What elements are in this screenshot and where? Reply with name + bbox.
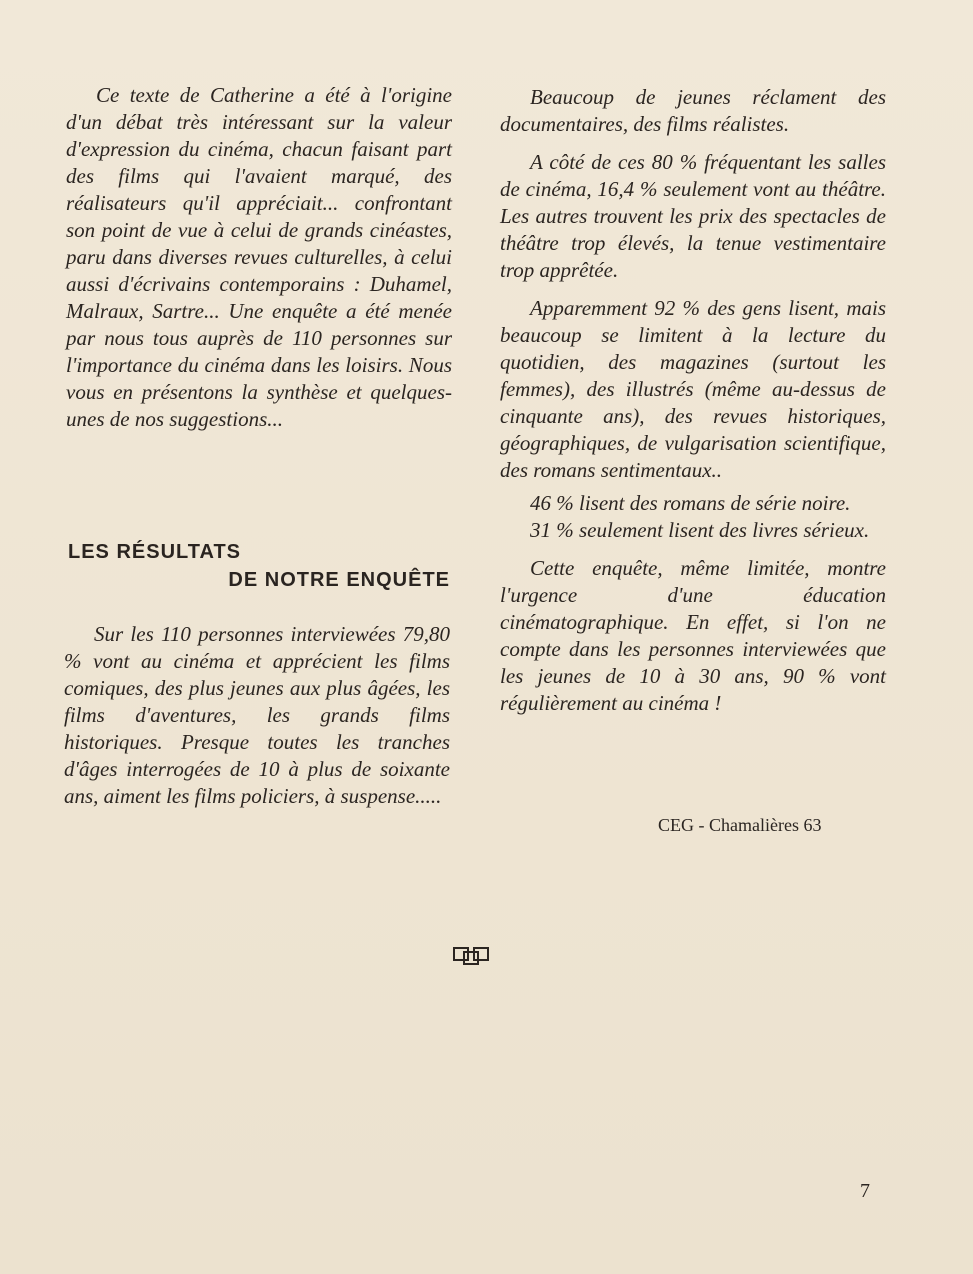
signature: CEG - Chamalières 63	[658, 815, 822, 835]
page-number: 7	[860, 1180, 870, 1202]
right-paragraph-6: Cette enquête, même limitée, montre l'urgence d'une éducation cinématographique. En effet, si l'on ne compte dans les personnes interviewées que les jeunes de 10 à 30 ans, 90 % vont régulièrement au cinéma !	[500, 556, 886, 715]
results-paragraph: Sur les 110 personnes interviewées 79,80 % vont au cinéma et apprécient les films comiques, des plus jeunes aux plus âgées, les films d'aventures, les grands films historiques. Presque toutes les tranches d'âges interrogées de 10 à plus de soixante ans, aiment les films policiers, à suspense.....	[64, 622, 450, 808]
results-column	[64, 621, 450, 810]
right-paragraph-5: 31 % seulement lisent des livres sérieux.	[530, 518, 870, 542]
section-heading-line-1: LES RÉSULTATS	[68, 541, 241, 563]
right-paragraph-2: A côté de ces 80 % fréquentant les salles de cinéma, 16,4 % seulement vont au théâtre. Les autres trouvent les prix des spectacles de théâtre trop élevés, la tenue vestimentaire trop apprêtée.	[500, 150, 886, 282]
right-paragraph-3: Apparemment 92 % des gens lisent, mais beaucoup se limitent à la lecture du quotidien, des magazines (surtout les femmes), des illustrés (même au-dessus de cinquante ans), des revues historiques, géographiques, de vulgarisation scientifique, des romans sentimentaux..	[500, 296, 886, 482]
intro-paragraph: Ce texte de Catherine a été à l'origine d'un débat très intéressant sur la valeur d'expression du cinéma, chacun faisant part des films qui l'avaient marqué, des réalisateurs qu'il appréciait... confrontant son point de vue à celui de grands cinéastes, paru dans diverses revues culturelles, à celui aussi d'écrivains contemporains : Duhamel, Malraux, Sartre... Une enquête a été menée par nous tous auprès de 110 personnes sur l'importance du cinéma dans les loisirs. Nous vous en présentons la synthèse et quelques-unes de nos suggestions...	[66, 83, 452, 431]
right-paragraph-1: Beaucoup de jeunes réclament des documentaires, des films réalistes.	[500, 85, 886, 136]
section-heading	[68, 538, 450, 594]
intro-column	[66, 82, 452, 433]
right-paragraph-4: 46 % lisent des romans de série noire.	[530, 491, 851, 515]
section-heading-line-2: DE NOTRE ENQUÊTE	[228, 569, 450, 591]
right-column	[500, 84, 886, 717]
ornament-icon	[452, 946, 492, 966]
